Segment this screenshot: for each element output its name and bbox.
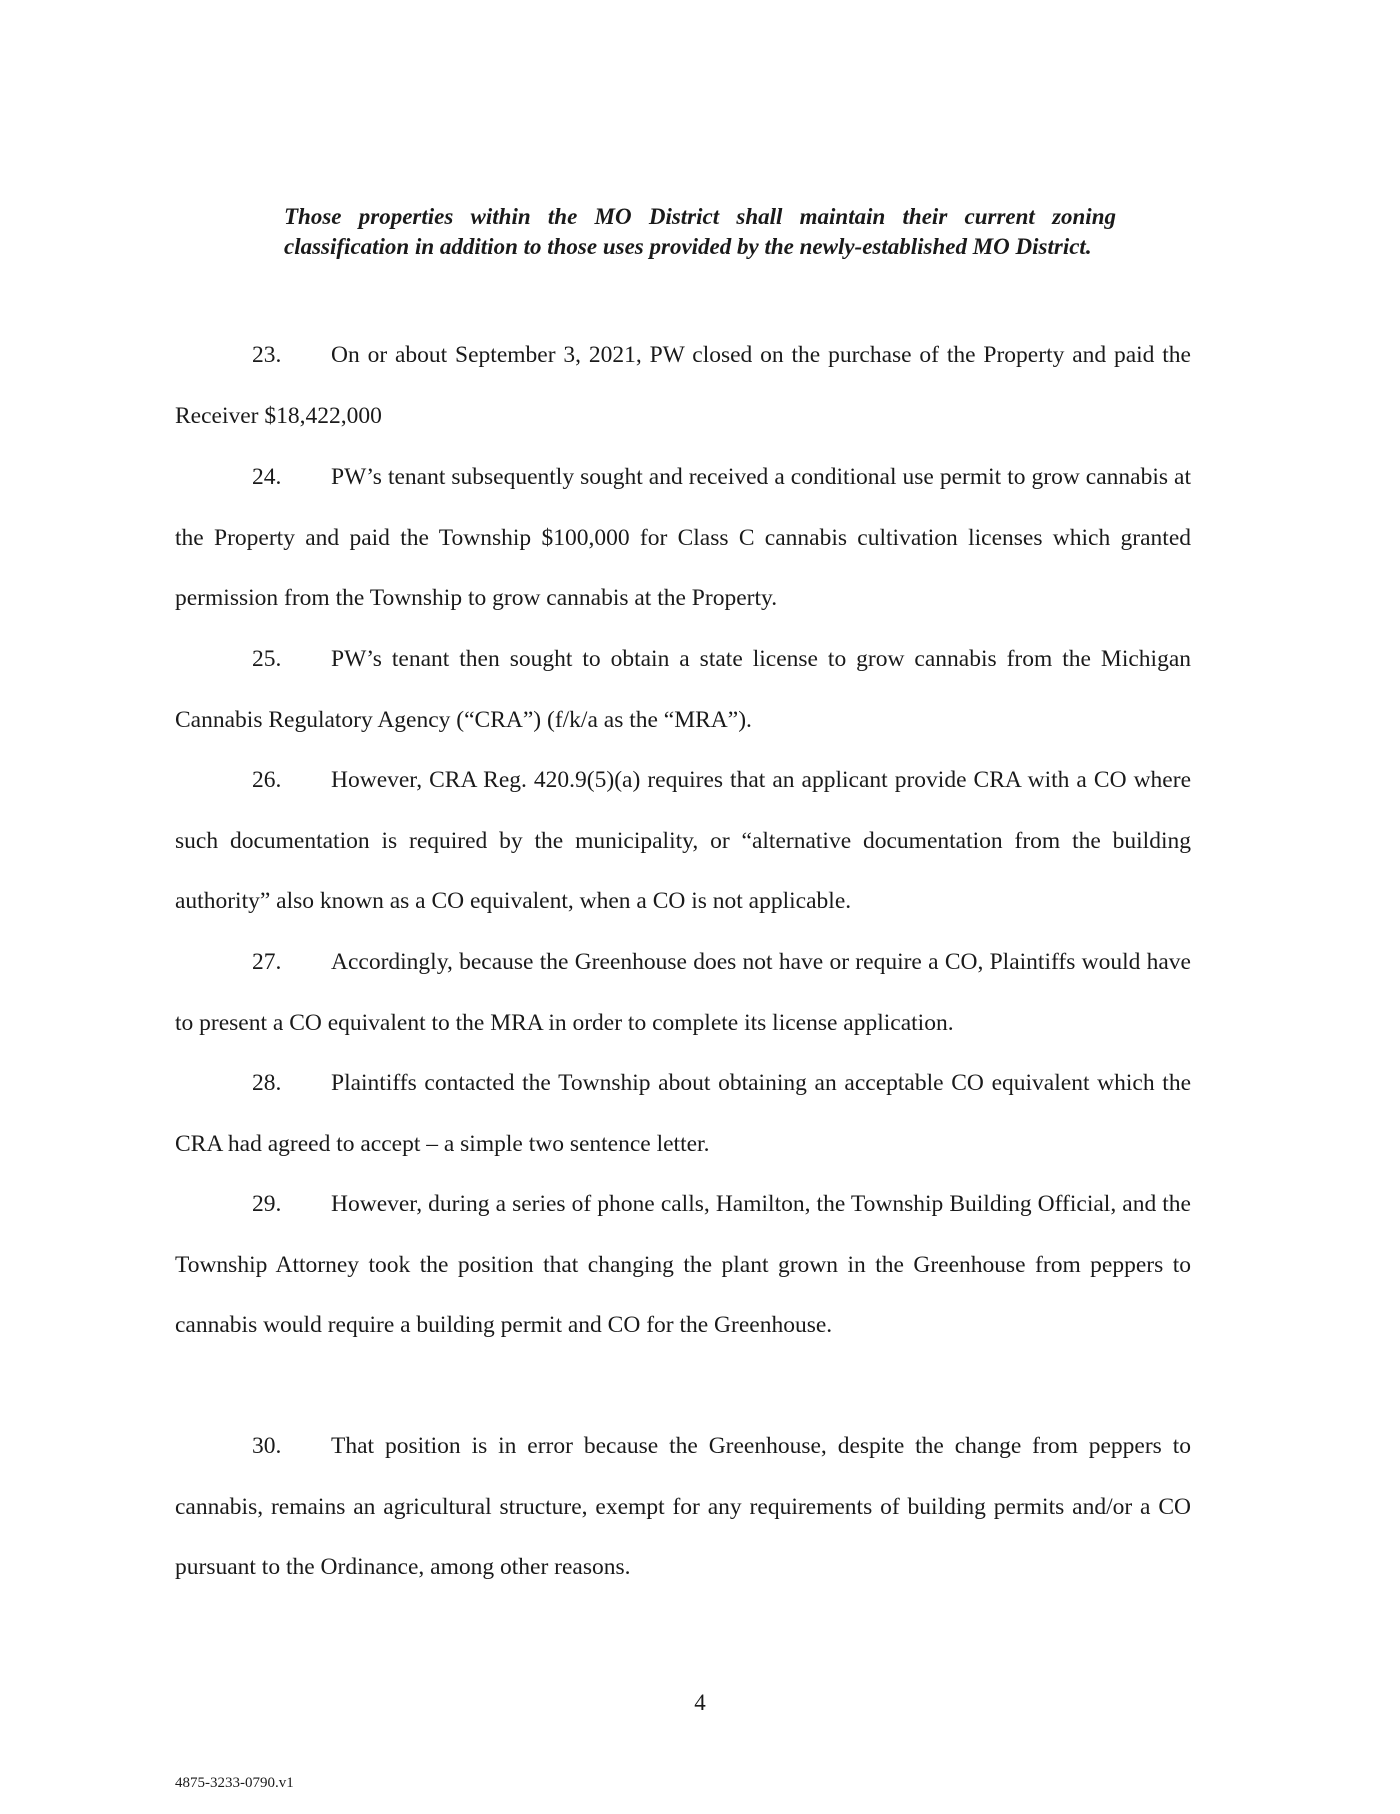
paragraph-30 <box>175 1416 1191 1598</box>
paragraph-text: However, CRA Reg. 420.9(5)(a) requires that an applicant provide CRA with a CO where such documentation is required by the municipality, or “alternative documentation from the building authority” also known as a CO equivalent, when a CO is not applicable. <box>175 767 1191 914</box>
paragraph-number: 24. <box>252 464 282 490</box>
paragraph-text: That position is in error because the Greenhouse, despite the change from peppers to cannabis, remains an agricultural structure, exempt for any requirements of building permits and/or a CO pursuant to the Ordinance, among other reasons. <box>175 1433 1191 1580</box>
paragraph-number: 30. <box>252 1433 282 1459</box>
paragraph-number: 23. <box>252 342 282 368</box>
paragraph-text: On or about September 3, 2021, PW closed on the purchase of the Property and paid the Receiver $18,422,000 <box>175 342 1191 429</box>
block-quote: Those properties within the MO District shall maintain their current zoning classification in addition to those uses provided by the newly-established MO District. <box>284 204 1116 259</box>
paragraph-text: PW’s tenant subsequently sought and received a conditional use permit to grow cannabis at the Property and paid the Township $100,000 for Class C cannabis cultivation licenses which granted permission from the Township to grow cannabis at the Property. <box>175 464 1191 611</box>
paragraph-number: 29. <box>252 1191 282 1217</box>
document-id: 4875-3233-0790.v1 <box>175 1775 294 1791</box>
paragraph-28 <box>175 1053 1191 1174</box>
paragraph-text: Plaintiffs contacted the Township about obtaining an acceptable CO equivalent which the CRA had agreed to accept – a simple two sentence letter. <box>175 1070 1191 1157</box>
paragraph-27 <box>175 932 1191 1053</box>
paragraph-number: 28. <box>252 1070 282 1096</box>
paragraph-26 <box>175 750 1191 932</box>
paragraph-text: However, during a series of phone calls, Hamilton, the Township Building Official, and the Township Attorney took the position that changing the plant grown in the Greenhouse from peppers to cannabis would require a building permit and CO for the Greenhouse. <box>175 1191 1191 1338</box>
page-number: 4 <box>694 1690 706 1715</box>
paragraph-text: Accordingly, because the Greenhouse does not have or require a CO, Plaintiffs would have to present a CO equivalent to the MRA in order to complete its license application. <box>175 949 1191 1036</box>
paragraph-number: 25. <box>252 646 282 672</box>
paragraph-number: 26. <box>252 767 282 793</box>
paragraph-24 <box>175 447 1191 629</box>
paragraph-text: PW’s tenant then sought to obtain a state license to grow cannabis from the Michigan Cannabis Regulatory Agency (“CRA”) (f/k/a as the “MRA”). <box>175 646 1191 733</box>
paragraph-29 <box>175 1174 1191 1356</box>
paragraph-23 <box>175 325 1191 446</box>
paragraph-25 <box>175 629 1191 750</box>
paragraph-number: 27. <box>252 949 282 975</box>
